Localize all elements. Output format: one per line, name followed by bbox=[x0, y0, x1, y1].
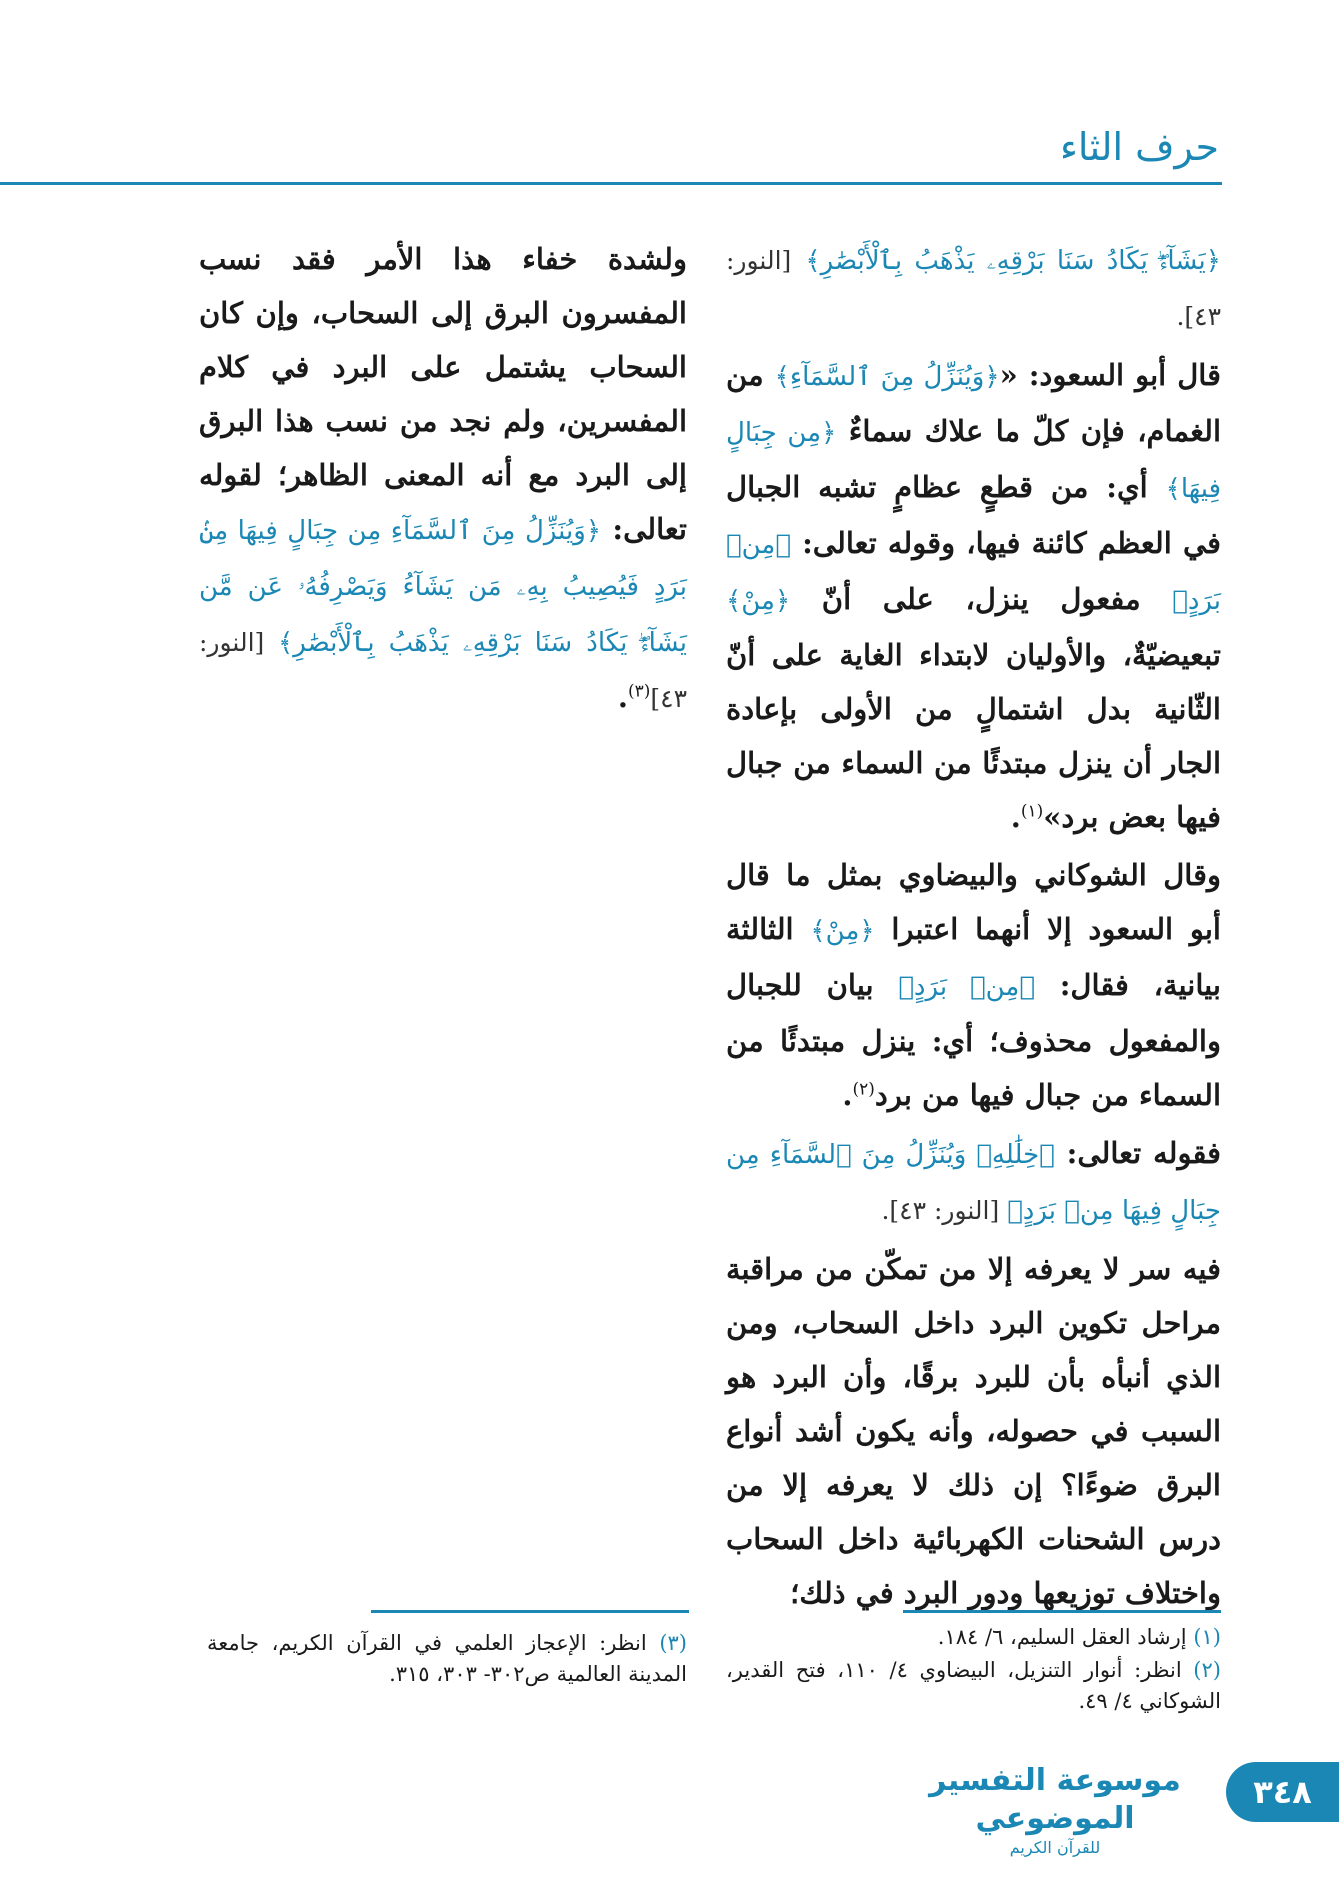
text-run: فقوله تعالى: bbox=[1054, 1136, 1221, 1170]
text-run: . bbox=[617, 680, 628, 714]
quran-verse: ﴿مِنْ﴾ bbox=[726, 586, 791, 616]
footnote-number: (١) bbox=[1193, 1625, 1221, 1649]
footnote-2 bbox=[726, 1655, 1221, 1717]
header-rule bbox=[0, 182, 1222, 185]
paragraph-secret: فيه سر لا يعرفه إلا من تمكّن من مراقبة مراحل تكوين البرد داخل السحاب، ومن الذي أنبأه بأن للبرد برقًا، وأن البرد هو السبب في حصوله، وأنه يكون أشد أنواع البرق ضوءًا؟ إن ذلك لا يعرفه إلا من درس الشحنات الكهربائية داخل السحاب واختلاف توزيعها ودور البرد في ذلك؛ bbox=[726, 1252, 1221, 1610]
footnote-rule bbox=[903, 1610, 1221, 1613]
quran-verse: ﴿مِنۢ بَرَدٍ﴾ bbox=[726, 530, 1221, 616]
footnote-text: انظر: الإعجاز العلمي في القرآن الكريم، جامعة المدينة العالمية ص٣٠٢- ٣٠٣، ٣١٥. bbox=[207, 1631, 687, 1686]
quran-verse: ﴿مِنۢ بَرَدٍ﴾ bbox=[898, 972, 1035, 1002]
footnotes-right bbox=[726, 1622, 1221, 1719]
text-run: من الغمام، فإن كلّ ما علاك سماءٌ bbox=[726, 358, 1221, 448]
paragraph-verse-continuation bbox=[726, 232, 1221, 344]
footnote-text: انظر: أنوار التنزيل، البيضاوي ٤/ ١١٠، فتح القدير، الشوكاني ٤/ ٤٩. bbox=[726, 1658, 1221, 1713]
footnote-3 bbox=[207, 1628, 687, 1690]
footnote-number: (٢) bbox=[1193, 1658, 1221, 1682]
quran-verse: ﴿وَيُنَزِّلُ مِنَ ٱلسَّمَآءِ﴾ bbox=[774, 362, 1000, 392]
text-run: أي: من قطعٍ عظامٍ تشبه الجبال في العظم كائنة فيها، وقوله تعالى: bbox=[726, 470, 1221, 560]
footnote-text: إرشاد العقل السليم، ٦/ ١٨٤. bbox=[937, 1625, 1187, 1649]
text-run: . bbox=[1010, 800, 1021, 834]
text-run: . bbox=[842, 1078, 853, 1112]
quran-verse: ﴿مِن جِبَالٍ فِيهَا﴾ bbox=[726, 418, 1221, 504]
verse-reference: [النور: ٤٣]. bbox=[881, 1196, 1008, 1225]
page-number-badge: ٣٤٨ bbox=[1226, 1762, 1339, 1822]
series-logo-title: موسوعة التفسير الموضوعي bbox=[929, 1763, 1181, 1836]
series-logo-subtitle: للقرآن الكريم bbox=[1009, 1838, 1101, 1857]
footnote-marker[interactable]: (٢) bbox=[852, 1079, 875, 1100]
quran-verse: ﴿مِنْ﴾ bbox=[810, 916, 875, 946]
text-run: وقال الشوكاني والبيضاوي بمثل ما قال أبو السعود إلا أنهما اعتبرا bbox=[726, 858, 1221, 946]
paragraph-verse-quote bbox=[726, 1126, 1221, 1238]
text-run: قال أبو السعود: « bbox=[999, 358, 1221, 392]
footnote-number: (٣) bbox=[659, 1631, 687, 1655]
footnote-1 bbox=[726, 1622, 1221, 1653]
quran-verse: ﴿خِلَٰلِهِۦ وَيُنَزِّلُ مِنَ ٱلسَّمَآءِ مِن جِبَالٍ فِيهَا مِنۢ بَرَدٍ﴾ bbox=[726, 1140, 1221, 1226]
paragraph-shawkani bbox=[726, 848, 1221, 1122]
quran-verse: ﴿يَشَآءُۖ يَكَادُ سَنَا بَرْقِهِۦ يَذْهَبُ بِٱلْأَبْصَٰرِ﴾ bbox=[805, 246, 1221, 276]
paragraph-conclusion bbox=[199, 232, 687, 726]
series-logo bbox=[920, 1762, 1190, 1858]
right-column bbox=[726, 232, 1221, 1624]
text-run: تبعيضيّةٌ، والأوليان لابتداء الغاية على أنّ الثّانية بدل اشتمالٍ من الأولى بإعادة الجار أن ينزل مبتدئًا من السماء من جبال فيها بعض برد» bbox=[726, 638, 1221, 834]
quran-verse: ﴿وَيُنَزِّلُ مِنَ ٱلسَّمَآءِ مِن جِبَالٍ فِيهَا مِنۢ بَرَدٍ فَيُصِيبُ بِهِۦ مَن يَشَآءُ وَيَصْرِفُهُۥ عَن مَّن يَشَآءُۖ يَكَادُ سَنَا بَرْقِهِۦ يَذْهَبُ بِٱلْأَبْصَٰرِ﴾ bbox=[199, 516, 687, 658]
verse-reference: [النور: ٤٣] bbox=[199, 628, 687, 713]
text-run: الثالثة بيانية، فقال: bbox=[726, 912, 1221, 1002]
text-run: مفعول ينزل، على أنّ bbox=[790, 582, 1173, 616]
paragraph-abu-saud bbox=[726, 348, 1221, 844]
verse-reference: [النور: ٤٣]. bbox=[726, 246, 1221, 331]
footnote-rule bbox=[371, 1610, 689, 1613]
running-header-title: حرف الثاء bbox=[1060, 125, 1219, 169]
left-column bbox=[199, 232, 687, 730]
text-run: بيان للجبال والمفعول محذوف؛ أي: ينزل مبتدئًا من السماء من جبال فيها من برد bbox=[726, 968, 1221, 1112]
text-run: ولشدة خفاء هذا الأمر فقد نسب المفسرون البرق إلى السحاب، وإن كان السحاب يشتمل على البرد في كلام المفسرين، ولم نجد من نسب هذا البرق إلى البرد مع أنه المعنى الظاهر؛ لقوله تعالى: bbox=[199, 242, 687, 546]
footnotes-left bbox=[207, 1628, 687, 1692]
footnote-marker[interactable]: (١) bbox=[1020, 801, 1044, 822]
footnote-marker[interactable]: (٣) bbox=[627, 681, 651, 702]
